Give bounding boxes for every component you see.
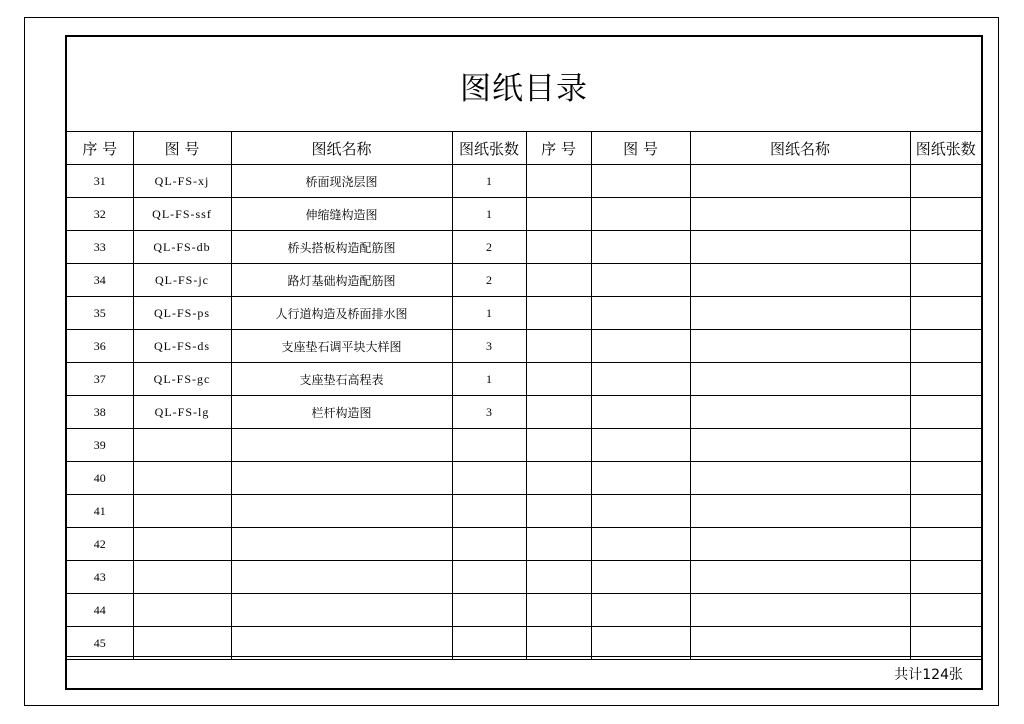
header-count-right: 图纸张数 bbox=[910, 132, 981, 165]
row-drawing-name-right bbox=[690, 165, 910, 198]
row-seq-right bbox=[526, 429, 591, 462]
row-seq-right bbox=[526, 297, 591, 330]
row-drawing-name-right bbox=[690, 297, 910, 330]
table-row bbox=[67, 264, 981, 297]
row-seq-right bbox=[526, 627, 591, 660]
row-sheet-count bbox=[452, 594, 526, 627]
row-drawing-code: QL-FS-ssf bbox=[133, 198, 231, 231]
row-drawing-code-right bbox=[591, 528, 690, 561]
row-drawing-code bbox=[133, 495, 231, 528]
page-title: 图纸目录 bbox=[460, 71, 588, 107]
row-drawing-code: QL-FS-ds bbox=[133, 330, 231, 363]
table-row bbox=[67, 330, 981, 363]
table-row bbox=[67, 231, 981, 264]
row-sheet-count-right bbox=[910, 363, 981, 396]
row-drawing-name-right bbox=[690, 363, 910, 396]
row-seq-right bbox=[526, 231, 591, 264]
header-row bbox=[67, 132, 981, 165]
row-drawing-name: 栏杆构造图 bbox=[231, 396, 452, 429]
row-drawing-name-right bbox=[690, 198, 910, 231]
row-sheet-count: 3 bbox=[452, 330, 526, 363]
row-drawing-code-right bbox=[591, 165, 690, 198]
row-drawing-name bbox=[231, 462, 452, 495]
row-sheet-count-right bbox=[910, 165, 981, 198]
row-sheet-count-right bbox=[910, 198, 981, 231]
row-drawing-name-right bbox=[690, 429, 910, 462]
row-seq: 40 bbox=[67, 462, 133, 495]
row-sheet-count bbox=[452, 528, 526, 561]
row-seq: 41 bbox=[67, 495, 133, 528]
row-drawing-code-right bbox=[591, 330, 690, 363]
row-seq-right bbox=[526, 330, 591, 363]
table-row bbox=[67, 429, 981, 462]
total-count: 共计124张 bbox=[894, 667, 963, 683]
row-drawing-code bbox=[133, 429, 231, 462]
row-sheet-count-right bbox=[910, 594, 981, 627]
row-seq-right bbox=[526, 594, 591, 627]
row-seq-right bbox=[526, 495, 591, 528]
row-drawing-name: 支座垫石高程表 bbox=[231, 363, 452, 396]
row-sheet-count bbox=[452, 495, 526, 528]
row-sheet-count-right bbox=[910, 429, 981, 462]
row-sheet-count-right bbox=[910, 330, 981, 363]
row-drawing-code-right bbox=[591, 396, 690, 429]
row-drawing-name-right bbox=[690, 495, 910, 528]
row-sheet-count: 1 bbox=[452, 165, 526, 198]
row-drawing-name-right bbox=[690, 231, 910, 264]
row-drawing-name-right bbox=[690, 627, 910, 660]
row-seq: 32 bbox=[67, 198, 133, 231]
row-seq-right bbox=[526, 528, 591, 561]
row-drawing-name: 人行道构造及桥面排水图 bbox=[231, 297, 452, 330]
table-row bbox=[67, 495, 981, 528]
row-drawing-code-right bbox=[591, 627, 690, 660]
table-row bbox=[67, 528, 981, 561]
row-drawing-code: QL-FS-lg bbox=[133, 396, 231, 429]
table-row bbox=[67, 561, 981, 594]
row-sheet-count bbox=[452, 429, 526, 462]
row-drawing-name: 支座垫石调平块大样图 bbox=[231, 330, 452, 363]
header-seq: 序 号 bbox=[67, 132, 133, 165]
header-name-right: 图纸名称 bbox=[690, 132, 910, 165]
row-seq: 31 bbox=[67, 165, 133, 198]
row-sheet-count-right bbox=[910, 495, 981, 528]
row-drawing-code-right bbox=[591, 495, 690, 528]
row-seq: 38 bbox=[67, 396, 133, 429]
row-drawing-code-right bbox=[591, 363, 690, 396]
row-drawing-name: 路灯基础构造配筋图 bbox=[231, 264, 452, 297]
header-code-right: 图 号 bbox=[591, 132, 690, 165]
row-drawing-code-right bbox=[591, 297, 690, 330]
row-seq-right bbox=[526, 561, 591, 594]
row-drawing-code: QL-FS-gc bbox=[133, 363, 231, 396]
row-drawing-code: QL-FS-jc bbox=[133, 264, 231, 297]
table-row bbox=[67, 594, 981, 627]
row-sheet-count: 1 bbox=[452, 297, 526, 330]
row-drawing-code-right bbox=[591, 561, 690, 594]
row-seq: 36 bbox=[67, 330, 133, 363]
catalog-table bbox=[67, 132, 981, 660]
row-drawing-code bbox=[133, 462, 231, 495]
row-drawing-name bbox=[231, 429, 452, 462]
row-seq: 39 bbox=[67, 429, 133, 462]
row-drawing-code bbox=[133, 561, 231, 594]
row-seq: 33 bbox=[67, 231, 133, 264]
header-seq-right: 序 号 bbox=[526, 132, 591, 165]
row-sheet-count-right bbox=[910, 231, 981, 264]
row-drawing-name bbox=[231, 528, 452, 561]
row-drawing-code bbox=[133, 528, 231, 561]
row-seq-right bbox=[526, 264, 591, 297]
row-drawing-name bbox=[231, 594, 452, 627]
row-sheet-count: 2 bbox=[452, 231, 526, 264]
row-seq: 35 bbox=[67, 297, 133, 330]
row-seq: 45 bbox=[67, 627, 133, 660]
row-sheet-count bbox=[452, 462, 526, 495]
row-sheet-count: 3 bbox=[452, 396, 526, 429]
row-seq: 37 bbox=[67, 363, 133, 396]
footer bbox=[67, 656, 981, 688]
row-drawing-code bbox=[133, 627, 231, 660]
row-seq-right bbox=[526, 198, 591, 231]
row-sheet-count bbox=[452, 561, 526, 594]
table-row bbox=[67, 462, 981, 495]
row-drawing-name: 桥头搭板构造配筋图 bbox=[231, 231, 452, 264]
header-count: 图纸张数 bbox=[452, 132, 526, 165]
row-drawing-code: QL-FS-db bbox=[133, 231, 231, 264]
row-drawing-name-right bbox=[690, 330, 910, 363]
table-row bbox=[67, 627, 981, 660]
row-drawing-name bbox=[231, 627, 452, 660]
row-drawing-name-right bbox=[690, 561, 910, 594]
row-drawing-name: 伸缩缝构造图 bbox=[231, 198, 452, 231]
row-sheet-count: 1 bbox=[452, 363, 526, 396]
header-name: 图纸名称 bbox=[231, 132, 452, 165]
header-code: 图 号 bbox=[133, 132, 231, 165]
row-seq-right bbox=[526, 396, 591, 429]
row-drawing-name-right bbox=[690, 594, 910, 627]
title-area bbox=[67, 37, 981, 132]
row-seq: 34 bbox=[67, 264, 133, 297]
row-sheet-count-right bbox=[910, 297, 981, 330]
row-drawing-code-right bbox=[591, 462, 690, 495]
table-row bbox=[67, 165, 981, 198]
row-seq-right bbox=[526, 165, 591, 198]
row-drawing-name-right bbox=[690, 396, 910, 429]
table-row bbox=[67, 198, 981, 231]
table-row bbox=[67, 363, 981, 396]
row-sheet-count-right bbox=[910, 396, 981, 429]
row-drawing-code: QL-FS-ps bbox=[133, 297, 231, 330]
row-sheet-count-right bbox=[910, 561, 981, 594]
catalog-frame bbox=[65, 35, 983, 690]
row-seq-right bbox=[526, 462, 591, 495]
row-drawing-code-right bbox=[591, 198, 690, 231]
row-sheet-count: 2 bbox=[452, 264, 526, 297]
row-seq-right bbox=[526, 363, 591, 396]
row-sheet-count: 1 bbox=[452, 198, 526, 231]
row-drawing-name-right bbox=[690, 264, 910, 297]
row-drawing-name-right bbox=[690, 528, 910, 561]
row-drawing-name: 桥面现浇层图 bbox=[231, 165, 452, 198]
row-sheet-count bbox=[452, 627, 526, 660]
row-sheet-count-right bbox=[910, 528, 981, 561]
row-sheet-count-right bbox=[910, 264, 981, 297]
row-drawing-code-right bbox=[591, 231, 690, 264]
row-drawing-code bbox=[133, 594, 231, 627]
row-drawing-code-right bbox=[591, 264, 690, 297]
row-sheet-count-right bbox=[910, 627, 981, 660]
row-drawing-name-right bbox=[690, 462, 910, 495]
row-seq: 44 bbox=[67, 594, 133, 627]
row-sheet-count-right bbox=[910, 462, 981, 495]
row-drawing-name bbox=[231, 495, 452, 528]
row-drawing-code-right bbox=[591, 429, 690, 462]
row-seq: 42 bbox=[67, 528, 133, 561]
row-drawing-name bbox=[231, 561, 452, 594]
row-drawing-code: QL-FS-xj bbox=[133, 165, 231, 198]
table-row bbox=[67, 396, 981, 429]
row-drawing-code-right bbox=[591, 594, 690, 627]
row-seq: 43 bbox=[67, 561, 133, 594]
table-row bbox=[67, 297, 981, 330]
